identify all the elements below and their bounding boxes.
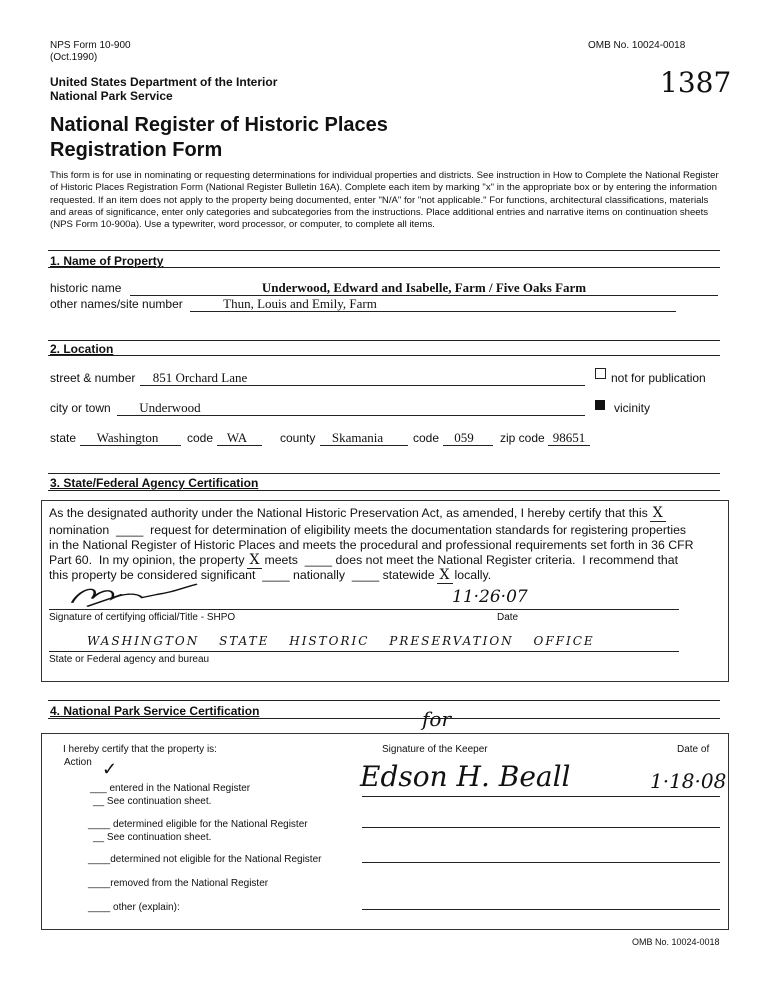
keeper-label: Signature of the Keeper bbox=[382, 744, 488, 755]
divider bbox=[48, 355, 720, 356]
see-continuation-option[interactable]: __ See continuation sheet. bbox=[93, 796, 212, 807]
zip-label: zip code bbox=[500, 431, 545, 445]
signature-line bbox=[362, 909, 720, 910]
code-label: code bbox=[187, 431, 214, 445]
vicinity-label: vicinity bbox=[614, 401, 651, 415]
date-of-label: Date of bbox=[677, 744, 710, 755]
section-1-heading: 1. Name of Property bbox=[50, 254, 164, 268]
locally-mark: X bbox=[437, 568, 453, 584]
option-label: other (explain): bbox=[113, 902, 180, 913]
form-number: NPS Form 10-900 bbox=[50, 40, 131, 51]
certify-label: I hereby certify that the property is: bbox=[63, 744, 217, 755]
agency-label: State or Federal agency and bureau bbox=[49, 654, 210, 665]
vicinity-checkbox-checked[interactable] bbox=[595, 400, 605, 410]
option-label: determined eligible for the National Register bbox=[113, 819, 308, 830]
cert-line-2: nomination ____ request for determination of eligibility meets the documentation standards for registering properties bbox=[49, 523, 687, 537]
keeper-signature: Edson H. Beall bbox=[360, 760, 571, 793]
other-names-field[interactable]: Thun, Louis and Emily, Farm bbox=[223, 296, 377, 311]
signature-label: Signature of certifying official/Title - SHPO bbox=[49, 612, 236, 623]
page-title: National Register of Historic Places bbox=[50, 114, 388, 136]
historic-name-label: historic name bbox=[50, 281, 122, 295]
cert-line-1: As the designated authority under the National Historic Preservation Act, as amended, I hereby certify that this bbox=[49, 506, 648, 520]
removed-option[interactable]: ____removed from the National Register bbox=[88, 878, 269, 889]
street-field[interactable]: 851 Orchard Lane bbox=[152, 370, 248, 385]
county-label: county bbox=[280, 431, 316, 445]
option-label: See continuation sheet. bbox=[106, 796, 212, 807]
for-annotation: for bbox=[422, 707, 452, 731]
section-2-heading: 2. Location bbox=[50, 342, 114, 356]
county-code-field[interactable]: 059 bbox=[454, 430, 474, 445]
signature-line bbox=[362, 827, 720, 828]
section-3-heading: 3. State/Federal Agency Certification bbox=[50, 476, 259, 490]
not-for-publication-checkbox[interactable] bbox=[595, 368, 606, 379]
agency-line bbox=[49, 651, 679, 652]
signature-line bbox=[362, 796, 720, 797]
section-4-heading: 4. National Park Service Certification bbox=[50, 704, 260, 718]
cert-line-4b: meets ____ does not meet the National Register criteria. I recommend that bbox=[264, 553, 678, 567]
divider bbox=[48, 700, 720, 701]
date-label: Date bbox=[497, 612, 519, 623]
divider bbox=[48, 267, 720, 268]
option-label: determined not eligible for the National Register bbox=[110, 854, 322, 865]
divider bbox=[48, 250, 720, 251]
certification-date: 11·26·07 bbox=[452, 587, 528, 607]
divider bbox=[48, 473, 720, 474]
other-option[interactable]: ____ other (explain): bbox=[88, 902, 180, 913]
option-label: removed from the National Register bbox=[110, 878, 269, 889]
entered-option[interactable]: ___ entered in the National Register bbox=[90, 783, 251, 794]
department: United States Department of the Interior bbox=[50, 75, 278, 89]
county-field[interactable]: Skamania bbox=[331, 430, 384, 445]
instructions: This form is for use in nominating or requesting determinations for individual properties and districts. See instruction in How to Complete the National Register of Historic Places Registration Form (National Register Bulletin 16A). Complete each item by marking "x" in the appropriate box or by entering the information requested. If an item does not apply to the property being documented, enter "N/A" for "not applicable." For functions, architectural classifications, materials and areas of significance, enter only categories and subcategories from the instructions. Place additional entries and narrative items on continuation sheets (NPS Form 10-900a). Use a typewriter, word processor, or computer, to complete all items. bbox=[50, 170, 719, 231]
option-label: See continuation sheet. bbox=[106, 832, 212, 843]
state-field[interactable]: Washington bbox=[96, 430, 159, 445]
street-label: street & number bbox=[50, 371, 136, 385]
historic-name-field[interactable]: Underwood, Edward and Isabelle, Farm / Five Oaks Farm bbox=[261, 280, 587, 295]
cert-line-5a: this property be considered significant ____ nationally ____ statewide bbox=[49, 568, 435, 582]
certifying-official-signature bbox=[62, 583, 232, 609]
signature-line bbox=[49, 609, 679, 610]
cert-line-3: in the National Register of Historic Places and meets the procedural and professional requirements set forth in 36 CFR bbox=[49, 538, 694, 552]
signature-line bbox=[362, 862, 720, 863]
city-field[interactable]: Underwood bbox=[139, 400, 201, 415]
entered-checkmark: ✓ bbox=[102, 759, 118, 780]
divider bbox=[48, 718, 720, 719]
agency-value: WASHINGTON STATE HISTORIC PRESERVATION OFFICE bbox=[87, 634, 595, 648]
other-names-label: other names/site number bbox=[50, 297, 183, 311]
option-label: entered in the National Register bbox=[109, 783, 251, 794]
divider bbox=[48, 340, 720, 341]
meets-mark: X bbox=[247, 553, 263, 569]
certification-box bbox=[41, 500, 729, 682]
cert-line-5b: locally. bbox=[454, 568, 492, 582]
keeper-date: 1·18·08 bbox=[650, 769, 727, 793]
cert-line-4-row bbox=[49, 553, 678, 569]
service: National Park Service bbox=[50, 89, 173, 103]
zip-field[interactable]: 98651 bbox=[552, 430, 586, 445]
state-label: state bbox=[50, 431, 77, 445]
handwritten-number: 1387 bbox=[660, 66, 732, 99]
footer-omb: OMB No. 10024-0018 bbox=[632, 937, 720, 947]
county-code-label: code bbox=[413, 431, 440, 445]
not-for-publication-label: not for publication bbox=[611, 371, 706, 385]
state-code-field[interactable]: WA bbox=[226, 430, 248, 445]
cert-line-5-row bbox=[49, 568, 491, 584]
page-subtitle: Registration Form bbox=[50, 139, 223, 161]
cert-line-4a: Part 60. In my opinion, the property bbox=[49, 553, 245, 567]
city-label: city or town bbox=[50, 401, 111, 415]
nomination-mark: X bbox=[650, 506, 666, 522]
see-continuation-option[interactable]: __ See continuation sheet. bbox=[93, 832, 212, 843]
divider bbox=[48, 490, 720, 491]
omb-number: OMB No. 10024-0018 bbox=[588, 40, 686, 51]
form-date: (Oct.1990) bbox=[50, 52, 98, 63]
action-label: Action bbox=[64, 757, 92, 768]
not-eligible-option[interactable]: ____determined not eligible for the National Register bbox=[88, 854, 322, 865]
cert-line-1-row bbox=[49, 506, 668, 522]
eligible-option[interactable]: ____ determined eligible for the National Register bbox=[88, 819, 308, 830]
